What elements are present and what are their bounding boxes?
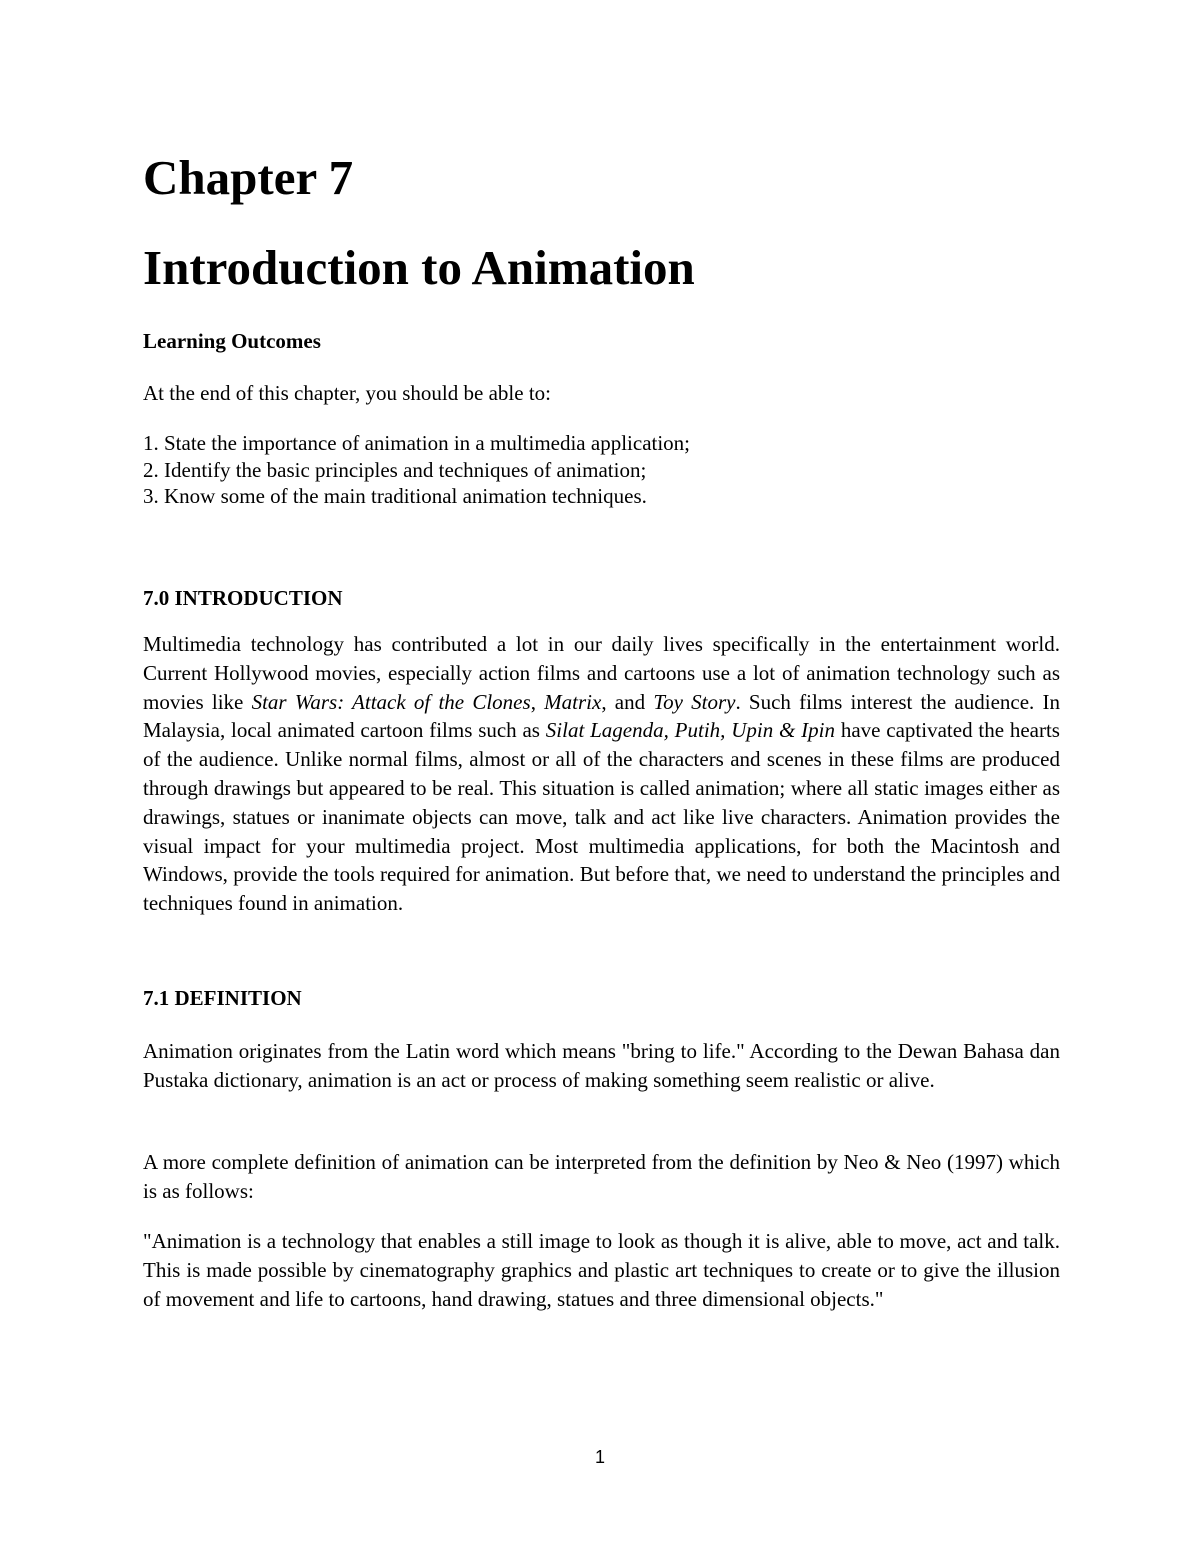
film-star-wars: Star Wars: Attack of the Clones <box>251 689 531 714</box>
outcome-item: 3. Know some of the main traditional animation techniques. <box>143 484 647 508</box>
introduction-heading: 7.0 INTRODUCTION <box>143 586 343 610</box>
definition-paragraph-1: Animation originates from the Latin word which means "bring to life." According to the Dewan Bahasa dan Pustaka dictionary, animation is an act or process of making something seem realistic or alive. <box>143 1039 1060 1092</box>
intro-text-a: Multimedia technology has contributed a lot in our daily lives specifically in the entertainment world. Current Hollywood movies, especially action films and cartoons use a lot of animation technology such as movies like <box>143 632 1060 714</box>
definition-paragraph-2: A more complete definition of animation can be interpreted from the definition by Neo & Neo (1997) which is as follows: <box>143 1150 1060 1203</box>
film-local: Silat Lagenda, Putih, Upin & Ipin <box>545 718 836 743</box>
outcome-item: 2. Identify the basic principles and techniques of animation; <box>143 457 647 482</box>
intro-sep-2: , and <box>601 689 654 714</box>
chapter-label: Chapter 7 <box>143 150 354 205</box>
learning-outcomes-list <box>143 430 1060 510</box>
intro-sep-1: , <box>530 689 545 714</box>
chapter-title: Introduction to Animation <box>143 240 695 295</box>
definition-quote: "Animation is a technology that enables a still image to look as though it is alive, able to move, act and talk. This is made possible by cinematography graphics and plastic art techniques to create or to give the illusion of movement and life to cartoons, hand drawing, statues and three dimensional objects." <box>143 1229 1060 1311</box>
film-matrix: Matrix <box>544 689 602 714</box>
intro-text-c: have captivated the hearts of the audience. Unlike normal films, almost or all of the characters and scenes in these films are produced through drawings but appeared to be real. This situation is called animation; where all static images either as drawings, statues or inanimate objects can move, talk and act like live characters. Animation provides the visual impact for your multimedia project. Most multimedia applications, for both the Macintosh and Windows, provide the tools required for animation. But before that, we need to understand the principles and techniques found in animation. <box>143 718 1060 916</box>
intro-text-b: . Such films interest the audience. In Malaysia, local animated cartoon films such as <box>143 689 1061 743</box>
definition-heading: 7.1 DEFINITION <box>143 986 302 1010</box>
learning-outcomes-lead: At the end of this chapter, you should be able to: <box>143 381 551 405</box>
page-number: 1 <box>594 1447 605 1467</box>
introduction-paragraph <box>143 630 1060 918</box>
film-toy-story: Toy Story <box>653 689 736 714</box>
learning-outcomes-heading: Learning Outcomes <box>143 329 321 353</box>
outcome-item: 1. State the importance of animation in a multimedia application; <box>143 431 691 455</box>
